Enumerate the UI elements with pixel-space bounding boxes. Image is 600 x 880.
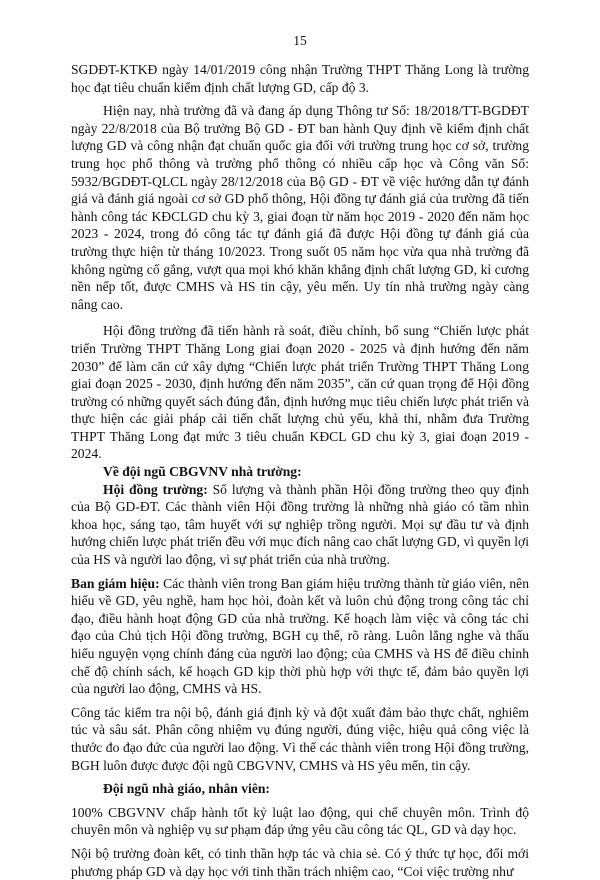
paragraph: SGDĐT-KTKĐ ngày 14/01/2019 công nhận Trường THPT Thăng Long là trường học đạt tiêu chuẩn kiểm định chất lượng GD, cấp độ 3. bbox=[71, 62, 529, 95]
paragraph-lead: Hội đồng trường: bbox=[103, 481, 208, 497]
paragraph-text: Số lượng và thành phần Hội đồng trường theo quy định của Bộ GD-ĐT. Các thành viên Hội đồng trường là những nhà giáo có tầm nhìn khoa học, sáng tạo, tâm huyết với sự nghiệp trồng người. Mọi sự đầu tư và định hướng chiến lược phát triển đều với mục đích nâng cao chất lượng GD, vì quyền lợi của HS và người lao động, vì sự phát triển của nhà trường. bbox=[71, 481, 529, 568]
paragraph bbox=[71, 575, 529, 698]
paragraph: Hội đồng trường đã tiến hành rà soát, điều chỉnh, bổ sung “Chiến lược phát triển Trường THPT Thăng Long giai đoạn 2020 - 2025 và định hướng đến năm 2030” để làm căn cứ xây dựng “Chiến lược phát triển Trường THPT Thăng Long giai đoạn 2025 - 2030, định hướng đến năm 2035”, căn cứ quan trọng để Hội đồng trường có những quyết sách đúng đắn, định hướng mục tiêu chiến lược phát triển và thực hiện các giải pháp cải tiến chất lượng chủ yếu, khả thi, nhằm đưa Trường THPT Thăng Long đạt mức 3 tiêu chuẩn KĐCL GD chu kỳ 3, giai đoạn 2019 - 2024. bbox=[71, 323, 529, 462]
paragraph: Nội bộ trường đoàn kết, có tinh thần hợp tác và chia sẻ. Có ý thức tự học, đổi mới phương pháp GD và dạy học với tinh thần trách nhiệm cao, “Coi việc trường như bbox=[71, 845, 529, 879]
section-heading-text: Đội ngũ nhà giáo, nhân viên: bbox=[103, 781, 270, 797]
section-heading bbox=[71, 463, 529, 481]
paragraph-lead: Ban giám hiệu: bbox=[71, 575, 160, 591]
paragraph: 100% CBGVNV chấp hành tốt kỷ luật lao động, qui chế chuyên môn. Trình độ chuyên môn và nghiệp vụ sư phạm đáp ứng yêu cầu công tác QL, GD và dạy học. bbox=[71, 804, 529, 838]
page-number: 15 bbox=[293, 33, 307, 48]
section-heading bbox=[71, 780, 529, 798]
paragraph bbox=[71, 481, 529, 569]
section-heading-text: Về đội ngũ CBGVNV nhà trường: bbox=[103, 464, 302, 480]
document-body bbox=[71, 61, 529, 880]
paragraph-text: Các thành viên trong Ban giám hiệu trường thành từ giáo viên, nên hiểu về GD, yêu nghề, ham học hỏi, đoàn kết và luôn chủ động trong công tác chỉ đạo, điều hành hoạt động GD của nhà trường. Kế hoạch làm việc và công tác chỉ đạo của Chủ tịch Hội đồng trường, BGH cụ thể, rõ ràng. Luôn lắng nghe và thấu hiểu nguyện vọng chính đáng của người lao động; của CMHS và HS để điều chỉnh chế độ chính sách, kế hoạch GD kịp thời phù hợp với thực tế, đảm bảo quyền lợi của người lao động, CMHS và HS. bbox=[71, 575, 529, 697]
paragraph: Hiện nay, nhà trường đã và đang áp dụng Thông tư Số: 18/2018/TT-BGDĐT ngày 22/8/2018 của Bộ trưởng Bộ GD - ĐT ban hành Quy định về kiểm định chất lượng GD và công nhận đạt chuẩn quốc gia đối với trường trung học cơ sở, trường trung học phổ thông và trường phổ thông có nhiều cấp học và Công văn Số: 5932/BGDĐT-QLCL ngày 28/12/2018 của Bộ GD - ĐT về việc hướng dẫn tự đánh giá và đánh giá ngoài cơ sở GD phổ thông, Hội đồng tự đánh giá của trường đã tiến hành công tác KĐCLGD chu kỳ 3, giai đoạn từ năm học 2019 - 2020 đến năm học 2023 - 2024, trong đó công tác tự đánh giá đã được Hội đồng tự đánh giá của trường thực hiện từ tháng 10/2023. Trong suốt 05 năm học vừa qua nhà trường đã không ngừng cố gắng, vượt qua mọi khó khăn khẳng định chất lượng GD, kỉ cương nền nếp tốt, được CMHS và HS tin cậy, yêu mến. Uy tín nhà trường ngày càng nâng cao. bbox=[71, 103, 529, 312]
paragraph: Công tác kiểm tra nội bộ, đánh giá định kỳ và đột xuất đảm bảo thực chất, nghiêm túc và sâu sát. Phân công nhiệm vụ đúng người, đúng việc, hiệu quả công việc là thước đo đạo đức của người lao động. Vì thế các thành viên trong Hội đồng trường, BGH luôn được được đội ngũ CBGVNV, CMHS và HS yêu mến, tin cậy. bbox=[71, 704, 529, 773]
